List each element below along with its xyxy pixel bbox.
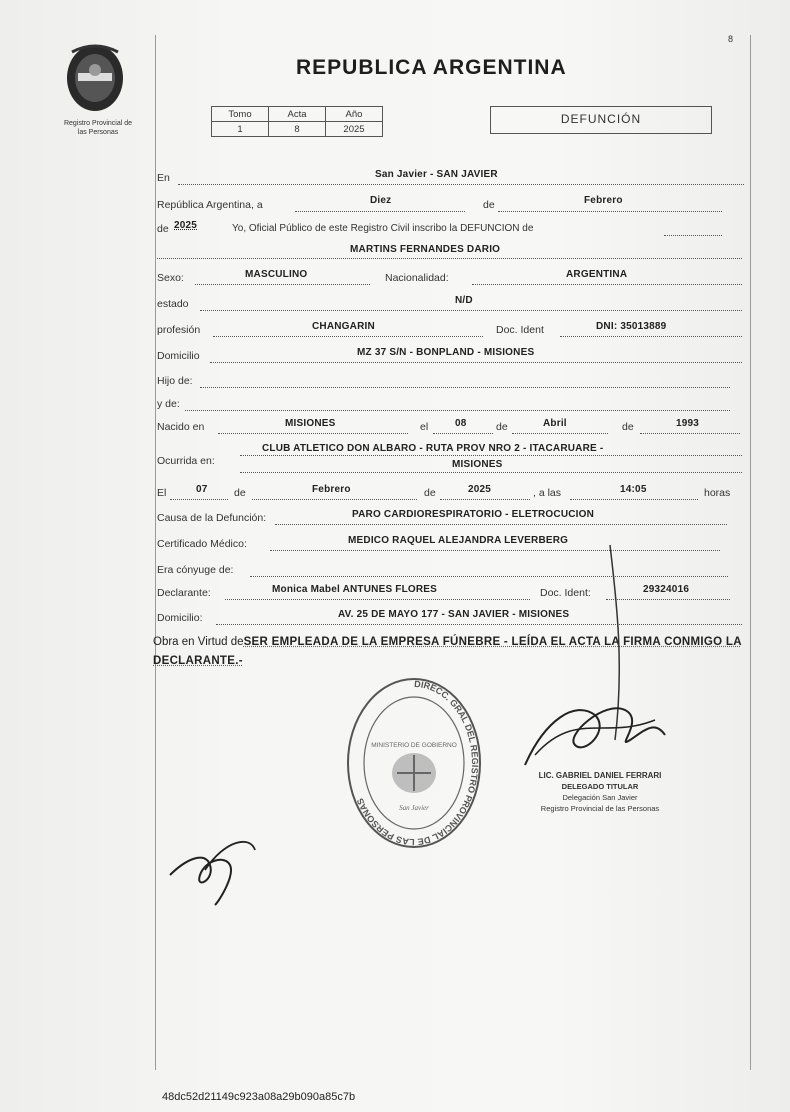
estado-value: N/D	[455, 295, 473, 306]
en-value: San Javier - SAN JAVIER	[375, 169, 498, 180]
declarante-domicilio: AV. 25 DE MAYO 177 - SAN JAVIER - MISIONES	[338, 609, 570, 620]
month-word: Febrero	[584, 195, 623, 206]
name-line	[157, 258, 742, 259]
nacido-anio: 1993	[676, 418, 700, 429]
official-office: Delegación San Javier	[562, 793, 638, 802]
declarante-line	[225, 599, 530, 600]
doc-ident-value: DNI: 35013889	[596, 321, 667, 332]
nacionalidad-line	[472, 284, 742, 285]
record-type-box	[490, 106, 712, 134]
conyuge-label: Era cónyuge de:	[157, 564, 234, 576]
nacionalidad-label: Nacionalidad:	[385, 272, 449, 284]
de-label-1: de	[483, 199, 495, 211]
ocurrida-label: Ocurrida en:	[157, 455, 215, 467]
sexo-line	[195, 284, 370, 285]
a-las-label: , a las	[533, 487, 562, 499]
causa-value: PARO CARDIORESPIRATORIO - ELETROCUCION	[352, 509, 595, 520]
causa-line	[275, 524, 727, 525]
document-title: REPUBLICA ARGENTINA	[296, 56, 567, 79]
stamp-inner-bottom: San Javier	[399, 804, 429, 812]
day-line	[295, 211, 465, 212]
doc-ident-line	[560, 336, 742, 337]
de-label-2: de	[157, 223, 169, 235]
muerte-anio-line	[440, 499, 530, 500]
hijo-label: Hijo de:	[157, 375, 193, 387]
muerte-hora: 14:05	[620, 484, 647, 495]
en-label: En	[157, 172, 170, 184]
declarant-signature-icon	[165, 830, 265, 915]
muerte-dia-line	[170, 499, 228, 500]
book-table	[211, 106, 383, 137]
causa-label: Causa de la Defunción:	[157, 512, 267, 524]
profesion-label: profesión	[157, 324, 201, 336]
nacido-dia-line	[433, 433, 493, 434]
official-signature-icon	[515, 540, 685, 785]
official-name: LIC. GABRIEL DANIEL FERRARI	[538, 771, 662, 780]
official-registry: Registro Provincial de las Personas	[540, 804, 660, 813]
domicilio-value: MZ 37 S/N - BONPLAND - MISIONES	[357, 347, 535, 358]
anio-value: 2025	[326, 122, 383, 137]
y-de-label: y de:	[157, 398, 180, 410]
horas-label: horas	[704, 487, 731, 499]
declarante-label: Declarante:	[157, 587, 211, 599]
official-block	[510, 770, 690, 814]
nacido-lugar: MISIONES	[285, 418, 336, 429]
nacionalidad-value: ARGENTINA	[566, 269, 628, 280]
ocurrida-line2: MISIONES	[452, 459, 503, 470]
certificado-label: Certificado Médico:	[157, 538, 247, 550]
de-label-d: de	[424, 487, 436, 499]
domicilio-label-2: Domicilio:	[157, 612, 203, 624]
page-number: 8	[728, 34, 734, 44]
muerte-anio: 2025	[468, 484, 492, 495]
col-anio-header: Año	[326, 107, 383, 122]
profesion-line	[213, 336, 483, 337]
hora-line	[570, 499, 698, 500]
muerte-mes: Febrero	[312, 484, 351, 495]
record-type: DEFUNCIÓN	[560, 112, 642, 126]
right-margin-line	[750, 35, 751, 1070]
official-title: DELEGADO TITULAR	[561, 782, 639, 791]
de-label-b: de	[622, 421, 634, 433]
oficial-text: Yo, Oficial Público de este Registro Civil inscribo la DEFUNCION de	[232, 223, 534, 234]
left-margin-line	[155, 35, 156, 1070]
oficial-line	[664, 235, 722, 236]
el-label-2: El	[157, 487, 167, 499]
ocurrida-line-2	[240, 472, 742, 473]
registry-caption	[48, 119, 148, 137]
obra-label: Obra en Virtud de	[153, 636, 244, 648]
deceased-name: MARTINS FERNANDES DARIO	[350, 244, 501, 255]
stamp-inner-top: MINISTERIO DE GOBIERNO	[371, 742, 457, 749]
nacido-lugar-line	[218, 433, 408, 434]
nacido-anio-line	[640, 433, 740, 434]
provincial-crest-icon	[64, 40, 126, 117]
sexo-value: MASCULINO	[245, 269, 308, 280]
republica-label: República Argentina, a	[157, 199, 263, 211]
footer-hash: 48dc52d21149c923a08a29b090a85c7b	[162, 1091, 356, 1103]
de-label-a: de	[496, 421, 508, 433]
certificado-value: MEDICO RAQUEL ALEJANDRA LEVERBERG	[348, 535, 569, 546]
muerte-mes-line	[252, 499, 417, 500]
estado-label: estado	[157, 298, 189, 310]
day-word: Diez	[370, 195, 392, 206]
profesion-value: CHANGARIN	[312, 321, 375, 332]
col-acta-header: Acta	[269, 107, 326, 122]
ocurrida-line-1	[240, 455, 742, 456]
de-label-c: de	[234, 487, 246, 499]
nacido-dia: 08	[455, 418, 467, 429]
doc-ident-label-2: Doc. Ident:	[540, 587, 591, 599]
domicilio-label: Domicilio	[157, 350, 200, 362]
estado-line	[200, 310, 742, 311]
acta-value: 8	[269, 122, 326, 137]
hijo-line	[200, 387, 730, 388]
ocurrida-line1: CLUB ATLETICO DON ALBARO - RUTA PROV NRO 2 - ITACARUARE -	[262, 443, 604, 454]
col-tomo-header: Tomo	[212, 107, 269, 122]
muerte-dia: 07	[196, 484, 208, 495]
official-stamp-icon	[342, 675, 487, 860]
year-value: 2025	[174, 220, 198, 231]
registry-caption-line-1: Registro Provincial de	[63, 120, 133, 127]
doc-ident-label: Doc. Ident	[496, 324, 544, 336]
sexo-label: Sexo:	[157, 272, 184, 284]
en-line	[178, 184, 744, 185]
stamp-ring-text: DIRECC. GRAL DEL REGISTRO PROVINCIAL DE LAS PERSONAS	[354, 678, 480, 848]
declarante-value: Monica Mabel ANTUNES FLORES	[272, 584, 438, 595]
tomo-value: 1	[212, 122, 269, 137]
nacido-label: Nacido en	[157, 421, 205, 433]
nacido-mes-line	[512, 433, 608, 434]
declarante-doc: 29324016	[643, 584, 690, 595]
month-line	[498, 211, 722, 212]
nacido-mes: Abril	[543, 418, 567, 429]
obra-text: SER EMPLEADA DE LA EMPRESA FÚNEBRE - LEÍDA EL ACTA LA FIRMA CONMIGO LA DECLARANTE.-	[153, 636, 742, 667]
el-label: el	[420, 421, 429, 433]
y-de-line	[185, 410, 730, 411]
domicilio-line	[210, 362, 742, 363]
registry-caption-line-2: las Personas	[77, 129, 119, 136]
